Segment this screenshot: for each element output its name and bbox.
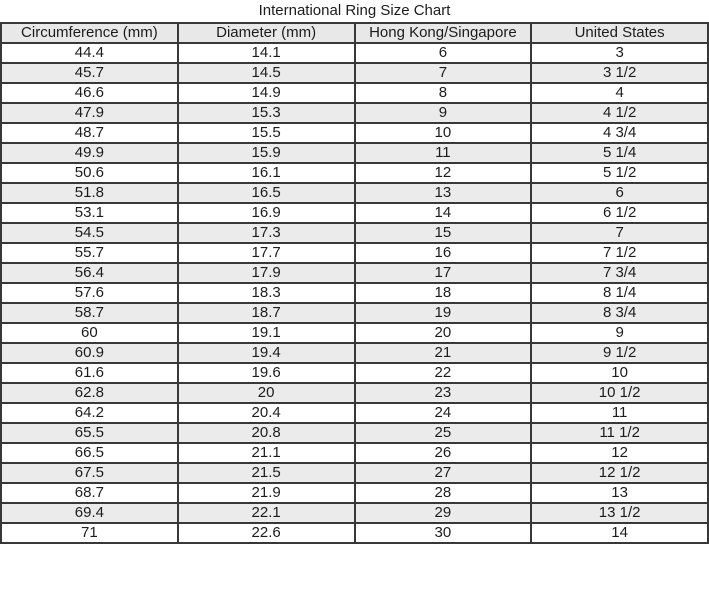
table-cell: 15 — [355, 223, 532, 243]
table-cell: 53.1 — [1, 203, 178, 223]
table-row — [1, 523, 708, 543]
table-cell: 11 — [355, 143, 532, 163]
table-row — [1, 303, 708, 323]
column-header: Circumference (mm) — [1, 23, 178, 43]
table-row — [1, 203, 708, 223]
table-cell: 13 — [531, 483, 708, 503]
table-cell: 60.9 — [1, 343, 178, 363]
table-cell: 10 — [355, 123, 532, 143]
table-cell: 16.9 — [178, 203, 355, 223]
table-cell: 15.3 — [178, 103, 355, 123]
column-header: Diameter (mm) — [178, 23, 355, 43]
table-row — [1, 163, 708, 183]
table-cell: 28 — [355, 483, 532, 503]
table-cell: 47.9 — [1, 103, 178, 123]
table-cell: 49.9 — [1, 143, 178, 163]
table-cell: 24 — [355, 403, 532, 423]
table-row — [1, 403, 708, 423]
table-cell: 20.8 — [178, 423, 355, 443]
table-cell: 16.1 — [178, 163, 355, 183]
table-row — [1, 83, 708, 103]
table-cell: 8 1/4 — [531, 283, 708, 303]
table-cell: 58.7 — [1, 303, 178, 323]
table-cell: 22 — [355, 363, 532, 383]
table-cell: 20 — [355, 323, 532, 343]
table-cell: 12 — [355, 163, 532, 183]
table-cell: 17.3 — [178, 223, 355, 243]
table-cell: 62.8 — [1, 383, 178, 403]
table-cell: 68.7 — [1, 483, 178, 503]
table-cell: 4 3/4 — [531, 123, 708, 143]
header-row — [1, 23, 708, 43]
table-cell: 14 — [355, 203, 532, 223]
table-cell: 11 — [531, 403, 708, 423]
ring-size-table — [0, 22, 709, 544]
table-cell: 27 — [355, 463, 532, 483]
table-cell: 25 — [355, 423, 532, 443]
table-cell: 16 — [355, 243, 532, 263]
table-cell: 13 — [355, 183, 532, 203]
table-cell: 12 1/2 — [531, 463, 708, 483]
table-row — [1, 143, 708, 163]
table-cell: 17.7 — [178, 243, 355, 263]
table-row — [1, 443, 708, 463]
table-cell: 16.5 — [178, 183, 355, 203]
table-cell: 10 — [531, 363, 708, 383]
table-cell: 21.5 — [178, 463, 355, 483]
table-cell: 14 — [531, 523, 708, 543]
table-cell: 55.7 — [1, 243, 178, 263]
table-cell: 10 1/2 — [531, 383, 708, 403]
table-cell: 46.6 — [1, 83, 178, 103]
table-cell: 7 — [355, 63, 532, 83]
table-cell: 22.1 — [178, 503, 355, 523]
table-cell: 3 — [531, 43, 708, 63]
table-cell: 20 — [178, 383, 355, 403]
table-cell: 14.9 — [178, 83, 355, 103]
table-cell: 65.5 — [1, 423, 178, 443]
table-cell: 9 — [355, 103, 532, 123]
table-row — [1, 503, 708, 523]
table-cell: 12 — [531, 443, 708, 463]
table-row — [1, 283, 708, 303]
table-cell: 14.1 — [178, 43, 355, 63]
table-cell: 7 3/4 — [531, 263, 708, 283]
table-cell: 44.4 — [1, 43, 178, 63]
table-cell: 9 1/2 — [531, 343, 708, 363]
table-body — [1, 43, 708, 543]
table-cell: 5 1/2 — [531, 163, 708, 183]
table-row — [1, 223, 708, 243]
table-cell: 17 — [355, 263, 532, 283]
table-cell: 21.1 — [178, 443, 355, 463]
table-cell: 17.9 — [178, 263, 355, 283]
table-cell: 23 — [355, 383, 532, 403]
table-cell: 48.7 — [1, 123, 178, 143]
table-row — [1, 463, 708, 483]
table-row — [1, 343, 708, 363]
table-cell: 14.5 — [178, 63, 355, 83]
table-row — [1, 263, 708, 283]
table-cell: 21.9 — [178, 483, 355, 503]
table-row — [1, 243, 708, 263]
column-header: Hong Kong/Singapore — [355, 23, 532, 43]
table-cell: 13 1/2 — [531, 503, 708, 523]
table-cell: 15.9 — [178, 143, 355, 163]
table-cell: 5 1/4 — [531, 143, 708, 163]
table-cell: 3 1/2 — [531, 63, 708, 83]
table-cell: 61.6 — [1, 363, 178, 383]
table-row — [1, 183, 708, 203]
table-cell: 57.6 — [1, 283, 178, 303]
table-cell: 19.1 — [178, 323, 355, 343]
table-row — [1, 423, 708, 443]
table-row — [1, 103, 708, 123]
table-cell: 6 — [355, 43, 532, 63]
table-cell: 56.4 — [1, 263, 178, 283]
table-cell: 8 — [355, 83, 532, 103]
table-cell: 54.5 — [1, 223, 178, 243]
table-cell: 71 — [1, 523, 178, 543]
table-row — [1, 483, 708, 503]
table-cell: 4 1/2 — [531, 103, 708, 123]
table-cell: 4 — [531, 83, 708, 103]
table-row — [1, 63, 708, 83]
table-row — [1, 383, 708, 403]
table-cell: 11 1/2 — [531, 423, 708, 443]
table-cell: 6 — [531, 183, 708, 203]
table-cell: 64.2 — [1, 403, 178, 423]
table-cell: 69.4 — [1, 503, 178, 523]
table-row — [1, 323, 708, 343]
table-cell: 20.4 — [178, 403, 355, 423]
table-cell: 66.5 — [1, 443, 178, 463]
chart-title: International Ring Size Chart — [258, 2, 451, 19]
table-cell: 51.8 — [1, 183, 178, 203]
table-row — [1, 363, 708, 383]
table-cell: 15.5 — [178, 123, 355, 143]
table-cell: 18 — [355, 283, 532, 303]
table-cell: 19.6 — [178, 363, 355, 383]
table-cell: 19.4 — [178, 343, 355, 363]
table-cell: 9 — [531, 323, 708, 343]
table-row — [1, 123, 708, 143]
table-header — [1, 23, 708, 43]
column-header: United States — [531, 23, 708, 43]
table-cell: 67.5 — [1, 463, 178, 483]
table-cell: 30 — [355, 523, 532, 543]
table-row — [1, 43, 708, 63]
table-cell: 18.3 — [178, 283, 355, 303]
table-cell: 6 1/2 — [531, 203, 708, 223]
table-cell: 18.7 — [178, 303, 355, 323]
table-cell: 60 — [1, 323, 178, 343]
table-cell: 21 — [355, 343, 532, 363]
table-cell: 7 — [531, 223, 708, 243]
table-cell: 45.7 — [1, 63, 178, 83]
table-cell: 7 1/2 — [531, 243, 708, 263]
table-cell: 50.6 — [1, 163, 178, 183]
table-cell: 19 — [355, 303, 532, 323]
table-cell: 22.6 — [178, 523, 355, 543]
table-cell: 29 — [355, 503, 532, 523]
table-cell: 26 — [355, 443, 532, 463]
table-cell: 8 3/4 — [531, 303, 708, 323]
